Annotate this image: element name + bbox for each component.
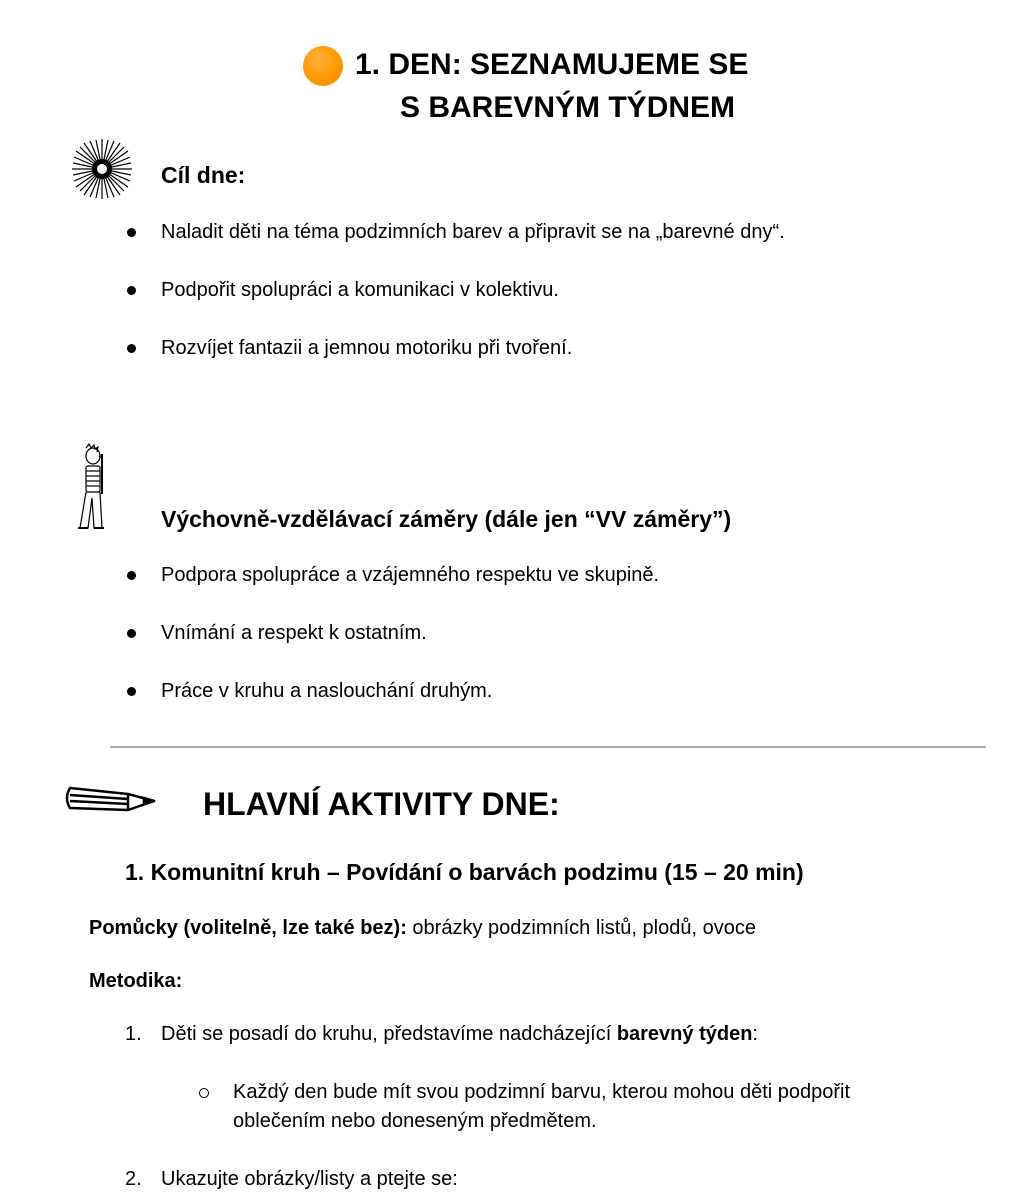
hollow-bullet-icon [199,1088,209,1098]
activities-heading: HLAVNÍ AKTIVITY DNE: [203,786,560,822]
step-number: 2. [125,1168,142,1190]
section-divider [110,746,986,748]
step-number: 1. [125,1023,142,1045]
method-label: Metodika: [89,970,183,992]
orange-circle-icon [303,46,343,86]
bullet-icon [127,687,136,696]
bullet-icon [127,344,136,353]
page-title-line1: 1. DEN: SEZNAMUJEME SE [355,48,749,81]
tools-value: obrázky podzimních listů, plodů, ovoce [406,917,756,939]
aims-heading: Výchovně-vzdělávací záměry (dále jen “VV záměry”) [161,506,732,532]
aims-item: Vnímání a respekt k ostatním. [161,622,427,644]
bullet-icon [127,228,136,237]
substep-line2: oblečením nebo doneseným předmětem. [233,1110,597,1132]
step-text: Ukazujte obrázky/listy a ptejte se: [161,1168,458,1190]
goal-item: Podpořit spolupráci a komunikaci v kolektivu. [161,279,559,301]
pencil-icon [62,782,158,818]
goal-heading: Cíl dne: [161,162,246,188]
substep-line1: Každý den bude mít svou podzimní barvu, kterou mohou děti podpořit [233,1081,851,1103]
activity-title: 1. Komunitní kruh – Povídání o barvách podzimu (15 – 20 min) [125,859,804,885]
tools-label: Pomůcky (volitelně, lze také bez): [89,917,407,939]
bullet-icon [127,629,136,638]
step-text-after: : [752,1023,758,1045]
aims-item: Práce v kruhu a naslouchání druhým. [161,680,493,702]
boy-illustration-icon [66,442,116,534]
step-text [161,1021,758,1047]
step-text-before: Děti se posadí do kruhu, představíme nadcházející [161,1023,617,1045]
goal-item: Rozvíjet fantazii a jemnou motoriku při tvoření. [161,337,573,359]
bullet-icon [127,286,136,295]
step-text-bold: barevný týden [616,1023,753,1045]
page-title-line2: S BAREVNÝM TÝDNEM [400,91,736,124]
goal-item: Naladit děti na téma podzimních barev a připravit se na „barevné dny“. [161,221,785,243]
bullet-icon [127,571,136,580]
starburst-icon [70,137,134,201]
aims-item: Podpora spolupráce a vzájemného respektu ve skupině. [161,564,660,586]
tools-line [89,915,756,941]
